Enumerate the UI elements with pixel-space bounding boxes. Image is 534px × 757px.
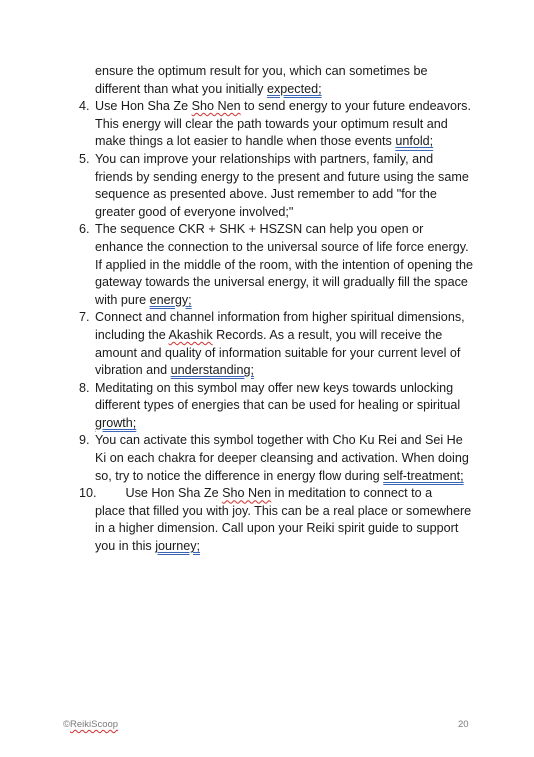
copyright-symbol: © (63, 719, 70, 730)
spell-underline: Akashik (168, 327, 213, 342)
text-run: Use Hon Sha Ze (95, 99, 192, 114)
list-number: 10. (79, 486, 97, 501)
list-item (79, 221, 474, 309)
list-item (79, 98, 474, 151)
grammar-underline: journey; (155, 539, 201, 554)
list-number: 6. (79, 222, 90, 237)
grammar-underline: growth; (95, 415, 137, 430)
list-item (79, 151, 474, 221)
spell-underline: Sho Nen (191, 99, 241, 114)
footer-copyright (63, 719, 118, 730)
list-number: 8. (79, 380, 90, 395)
list-item (79, 380, 474, 433)
spell-underline: Sho Nen (222, 486, 272, 501)
grammar-underline: energy; (149, 292, 192, 307)
text-run: The sequence CKR + SHK + HSZSN can help you open or enhance the connection to the universal source of life force energy. If applied in the middle of the room, with the intention of opening the gateway towards the universal energy, it will gradually fill the space with pure (95, 222, 474, 307)
list-items (79, 98, 474, 485)
list-item-text (95, 309, 474, 379)
page-number: 20 (458, 719, 469, 730)
continuation-text: ensure the optimum result for you, which can sometimes be different than what you initially (95, 64, 428, 96)
list-item-10 (79, 485, 474, 555)
item10-rest-wrap (79, 503, 474, 556)
list-item (79, 309, 474, 379)
grammar-underline: expected; (266, 81, 322, 96)
list-number: 5. (79, 151, 90, 166)
item10-text-b: in meditation to connect to a (271, 486, 433, 501)
list-number: 7. (79, 310, 90, 325)
numbered-list (79, 63, 474, 556)
list-item-continuation (79, 63, 474, 98)
list-number: 9. (79, 433, 90, 448)
grammar-underline: self-treatment; (383, 468, 464, 483)
grammar-underline: understanding; (170, 363, 254, 378)
text-run: You can activate this symbol together with Cho Ku Rei and Sei He Ki on each chakra for deeper cleansing and activation. When doing so, try to notice the difference in energy flow during (95, 433, 469, 483)
text-run: Records. As a result, you will receive the amount and quality of information suitable for your current level of vibration and (95, 327, 461, 378)
footer-brand: ReikiScoop (70, 719, 119, 730)
item10-text-c: place that filled you with joy. This can be a real place or somewhere in a higher dimension. Call upon your Reiki spirit guide to support you in this (95, 503, 472, 554)
list-item (79, 432, 474, 485)
grammar-underline: unfold; (395, 134, 434, 149)
text-run: Meditating on this symbol may offer new keys towards unlocking different types of energies that can be used for healing or spiritual (95, 380, 461, 413)
list-item-text (95, 432, 474, 485)
list-item-text (95, 151, 474, 221)
item10-text-a: Use Hon Sha Ze (125, 486, 223, 501)
text-run: Connect and channel information from higher spiritual dimensions, including the (95, 310, 465, 342)
list-item-10-text (79, 485, 474, 555)
list-item-text (95, 380, 474, 433)
text-run: You can improve your relationships with partners, family, and friends by sending energy to the present and future using the same sequence as presented above. Just remember to add "for the greater good of everyone involved;" (95, 151, 469, 219)
list-item-text (95, 98, 474, 151)
text-run: to send energy to your future endeavors. This energy will clear the path towards your optimum result and make things a lot easier to handle when those events (95, 99, 471, 149)
list-number: 4. (79, 99, 90, 114)
list-item-text (95, 221, 474, 309)
